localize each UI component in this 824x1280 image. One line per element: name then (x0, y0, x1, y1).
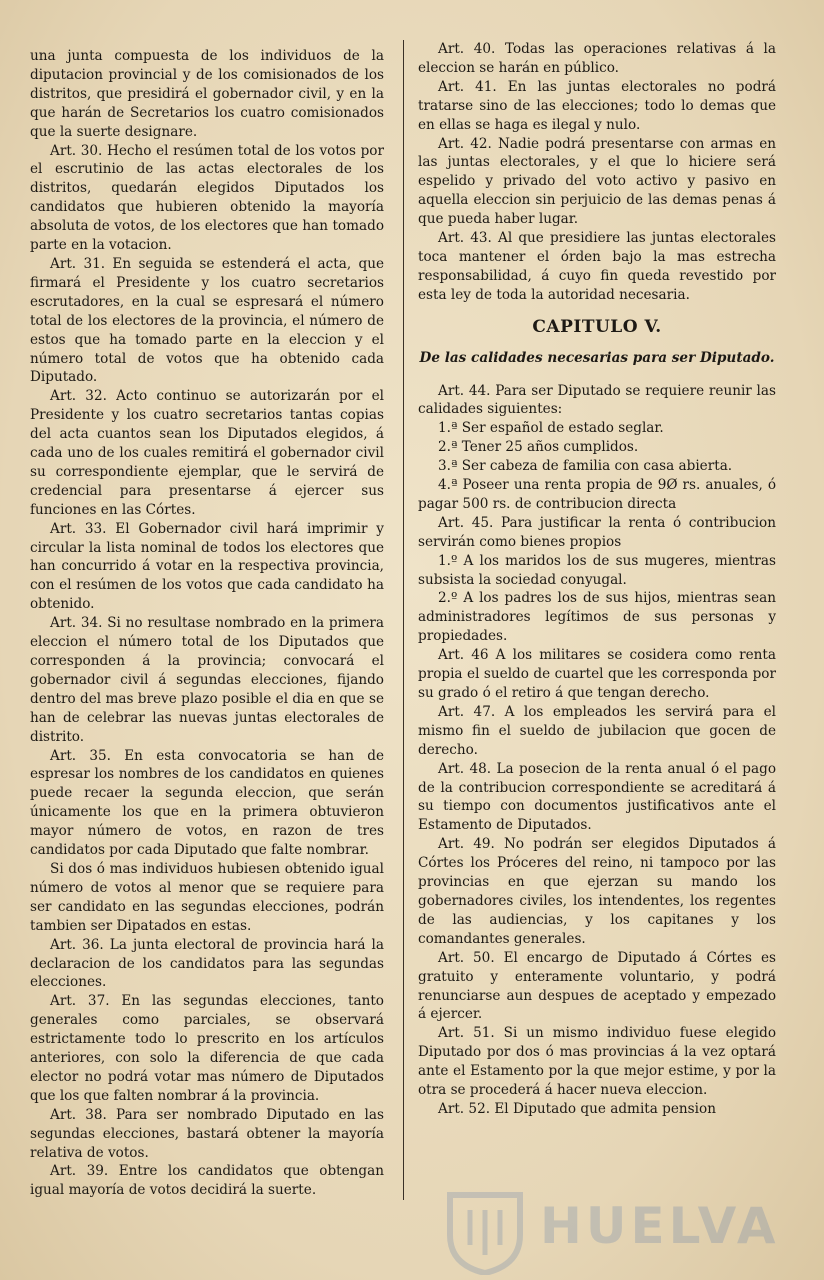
column-divider (403, 40, 404, 1200)
paragraph: Art. 41. En las juntas electorales no podrá tratarse sino de las elecciones; todo lo demas que en ellas se haga es ilegal y nulo. (418, 78, 776, 133)
paragraph: 1.º A los maridos los de sus mugeres, mientras subsista la sociedad conyugal. (418, 552, 776, 588)
paragraph: 2.ª Tener 25 años cumplidos. (438, 439, 639, 456)
paragraph: Art. 50. El encargo de Diputado á Córtes es gratuito y enteramente voluntario, y podrá renunciarse aun despues de aceptado y empezado á ejercer. (418, 949, 776, 1023)
paragraph: Art. 39. Entre los candidatos que obtengan igual mayoría de votos decidirá la suerte. (30, 1163, 384, 1199)
paragraph: Art. 51. Si un mismo individuo fuese elegido Diputado por dos ó mas provincias á la vez optará ante el Estamento por la que mejor estime, y por la otra se procederá á hacer nueva eleccion. (418, 1025, 776, 1099)
paragraph: Art. 43. Al que presidiere las juntas electorales toca mantener el órden bajo la mas estrecha responsabilidad, á cuyo fin queda revestido por esta ley de toda la autoridad necesaria. (418, 230, 776, 303)
left-column (30, 47, 384, 1200)
paragraph: Art. 52. El Diputado que admita pension (438, 1100, 716, 1117)
right-column (418, 40, 776, 1119)
paragraph: Art. 30. Hecho el resúmen total de los votos por el escrutinio de las actas electorales de los distritos, quedarán elegidos Diputados los candidatos que hubieren obtenido la mayoría absoluta de votos, de los electores que han tomado parte en la votacion. (30, 142, 384, 254)
paragraph: Art. 36. La junta electoral de provincia hará la declaracion de los candidatos para las segundas elecciones. (30, 936, 384, 991)
paragraph: Art. 46 A los militares se cosidera como renta propia el sueldo de cuartel que les corresponda por su grado ó el retiro á que tengan derecho. (418, 647, 776, 701)
right-column-bottom (418, 382, 776, 1119)
paragraph: Art. 42. Nadie podrá presentarse con armas en las juntas electorales, y el que lo hiciere será espelido y privado del voto activo y pasivo en aquella eleccion sin perjuicio de las demas penas á que pueda haber lugar. (418, 135, 776, 228)
watermark-text: HUELVA (540, 1197, 780, 1255)
paragraph: Art. 37. En las segundas elecciones, tanto generales como parciales, se observará estrictamente todo lo prescrito en los artículos anteriores, con solo la diferencia de que cada elector no podrá votar mas número de Diputados que los que falten nombrar á la provincia. (30, 993, 384, 1104)
paragraph: Art. 49. No podrán ser elegidos Diputados á Córtes los Próceres del reino, ni tampoco por las provincias en que ejerzan su mando los gobernadores civiles, los intendentes, los regentes de las audiencias, y los capitanes y los comandantes generales. (418, 836, 776, 947)
right-column-top (418, 40, 776, 305)
paragraph: Art. 38. Para ser nombrado Diputado en las segundas elecciones, bastará obtener la mayoría relativa de votos. (30, 1106, 384, 1161)
paragraph: Art. 44. Para ser Diputado se requiere reunir las calidades siguientes: (418, 382, 776, 418)
shield-icon (440, 1185, 530, 1275)
paragraph: 4.ª Poseer una renta propia de 9Ø rs. anuales, ó pagar 500 rs. de contribucion directa (418, 477, 776, 512)
paragraph: Art. 45. Para justificar la renta ó contribucion servirán como bienes propios (418, 514, 776, 550)
paragraph: Art. 32. Acto continuo se autorizarán por el Presidente y los cuatro secretarios tantas copias del acta cuantos sean los Diputados elegidos, á cada uno de los cuales remitirá el gobernador civil su correspondiente ejemplar, que le servirá de credencial para presentarse á ejercer sus funciones en las Córtes. (30, 388, 384, 518)
paragraph: Art. 47. A los empleados les servirá para el mismo fin el sueldo de jubilacion que gocen de derecho. (418, 703, 776, 758)
paragraph: Art. 40. Todas las operaciones relativas á la eleccion se harán en público. (418, 41, 776, 76)
chapter-subtitle: De las calidades necesarias para ser Diputado. (419, 349, 775, 366)
paragraph: 3.ª Ser cabeza de familia con casa abierta. (438, 458, 733, 475)
paragraph: Art. 31. En seguida se estenderá el acta, que firmará el Presidente y los cuatro secretarios escrutadores, en la cual se espresará el número total de los electores de la provincia, el número de estos que ha tomado parte en la eleccion y el número total de votos que ha obtenido cada Diputado. (30, 255, 384, 386)
paragraph: Art. 34. Si no resultase nombrado en la primera eleccion el número total de los Diputados que corresponden á la provincia; convocará el gobernador civil á segundas elecciones, fijando dentro del mas breve plazo posible el dia en que se han de celebrar las nuevas juntas electorales de distrito. (30, 615, 384, 745)
paragraph: 1.ª Ser español de estado seglar. (438, 420, 664, 437)
paragraph: Art. 35. En esta convocatoria se han de espresar los nombres de los candidatos en quienes puede recaer la segunda eleccion, que serán únicamente los que en la primera obtuvieron mayor número de votos, en razon de tres candidatos por cada Diputado que falte nombrar. (30, 747, 384, 859)
paragraph: Si dos ó mas individuos hubiesen obtenido igual número de votos al menor que se requiere para ser candidato en las segundas elecciones, podrán tambien ser Dipatados en estas. (30, 860, 384, 934)
paragraph: 2.º A los padres los de sus hijos, mientras sean administradores legítimos de sus personas y propiedades. (418, 590, 776, 645)
paragraph: Art. 48. La posecion de la renta anual ó el pago de la contribucion correspondiente se acreditará á su tiempo con documentos justificativos ante el Estamento de Diputados. (418, 760, 776, 834)
paragraph: Art. 33. El Gobernador civil hará imprimir y circular la lista nominal de todos los electores que han concurrido á votar en la respectiva provincia, con el resúmen de los votos que cada candidato ha obtenido. (30, 520, 384, 613)
library-watermark (420, 1185, 780, 1275)
paragraph: una junta compuesta de los individuos de la diputacion provincial y de los comisionados de los distritos, que presidirá el gobernador civil, y en la que harán de Secretarios los cuatro comisionados que la suerte designare. (30, 48, 384, 140)
chapter-title: CAPITULO V. (532, 316, 662, 337)
